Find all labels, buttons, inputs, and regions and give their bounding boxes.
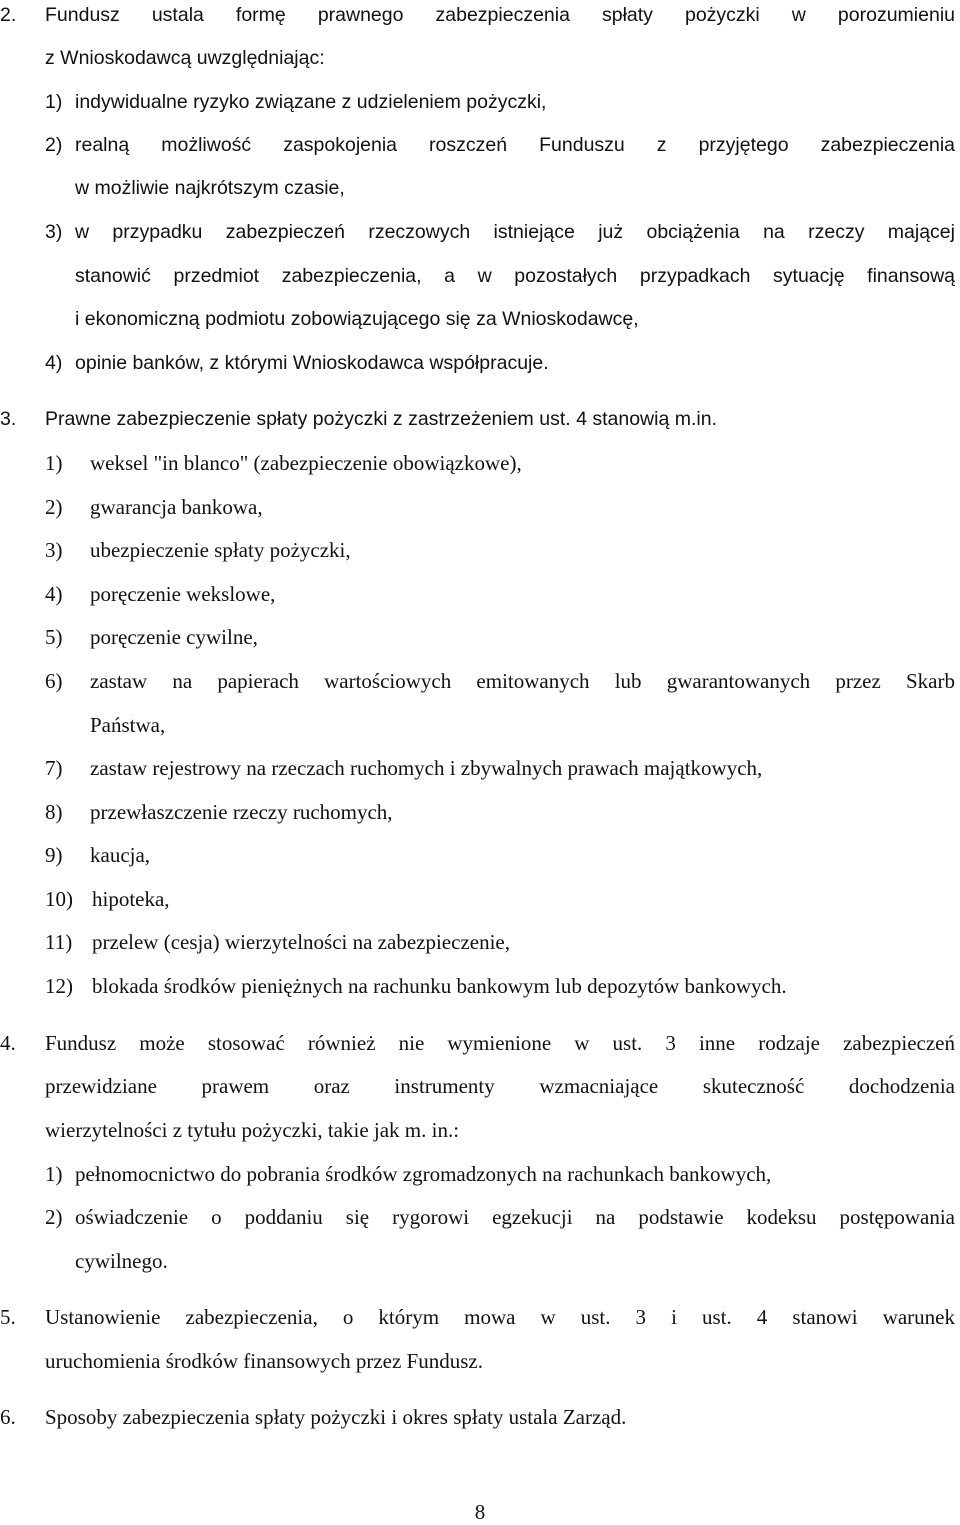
list-item-text: weksel "in blanco" (zabezpieczenie obowiązkowe), [90, 451, 522, 475]
list-item-text: oświadczenie o poddaniu się rygorowi egzekucji na podstawie kodeksu postępowania [75, 1205, 955, 1229]
paragraph-line: Fundusz ustala formę prawnego zabezpieczenia spłaty pożyczki w porozumieniu [45, 4, 955, 26]
list-item-number: 3) [45, 221, 63, 243]
list-item-text: przewłaszczenie rzeczy ruchomych, [90, 800, 393, 824]
list-item-text: hipoteka, [92, 887, 170, 911]
list-item-continuation: cywilnego. [75, 1249, 168, 1273]
list-item-number: 12) [45, 974, 73, 998]
list-item-number: 9) [45, 843, 63, 867]
paragraph-line: Ustanowienie zabezpieczenia, o którym mowa w ust. 3 i ust. 4 stanowi warunek [45, 1305, 955, 1329]
section-number: 5. [0, 1305, 16, 1329]
section-number: 4. [0, 1031, 16, 1055]
paragraph-line: Prawne zabezpieczenie spłaty pożyczki z zastrzeżeniem ust. 4 stanowią m.in. [45, 408, 717, 430]
list-item-number: 8) [45, 800, 63, 824]
list-item-number: 2) [45, 134, 63, 156]
list-item-text: ubezpieczenie spłaty pożyczki, [90, 538, 351, 562]
list-item-number: 3) [45, 538, 63, 562]
list-item-text: indywidualne ryzyko związane z udzieleniem pożyczki, [75, 91, 547, 113]
list-item-number: 11) [45, 930, 73, 954]
list-item-text: opinie banków, z którymi Wnioskodawca współpracuje. [75, 352, 549, 374]
list-item-text: w przypadku zabezpieczeń rzeczowych istniejące już obciążenia na rzeczy mającej [75, 221, 955, 243]
list-item-text: poręczenie wekslowe, [90, 582, 276, 606]
paragraph-line: Fundusz może stosować również nie wymienione w ust. 3 inne rodzaje zabezpieczeń [45, 1031, 955, 1055]
list-item-text: pełnomocnictwo do pobrania środków zgromadzonych na rachunkach bankowych, [75, 1162, 772, 1186]
paragraph-line: przewidziane prawem oraz instrumenty wzmacniające skuteczność dochodzenia [45, 1074, 955, 1098]
list-item-text: gwarancja bankowa, [90, 495, 263, 519]
paragraph-line: Sposoby zabezpieczenia spłaty pożyczki i okres spłaty ustala Zarząd. [45, 1405, 627, 1429]
paragraph-line: uruchomienia środków finansowych przez Fundusz. [45, 1349, 483, 1373]
list-item-number: 4) [45, 352, 63, 374]
list-item-continuation: Państwa, [90, 713, 166, 737]
section-number: 3. [0, 408, 17, 430]
list-item-number: 1) [45, 1162, 63, 1186]
list-item-number: 7) [45, 756, 63, 780]
list-item-text: zastaw na papierach wartościowych emitowanych lub gwarantowanych przez Skarb [90, 669, 955, 693]
section-number: 6. [0, 1405, 16, 1429]
list-item-number: 1) [45, 451, 63, 475]
list-item-continuation: stanowić przedmiot zabezpieczenia, a w pozostałych przypadkach sytuację finansową [75, 265, 955, 287]
list-item-text: kaucja, [90, 843, 151, 867]
list-item-number: 4) [45, 582, 63, 606]
list-item-number: 5) [45, 625, 63, 649]
page-number: 8 [474, 1500, 486, 1524]
list-item-number: 6) [45, 669, 63, 693]
list-item-continuation: i ekonomiczną podmiotu zobowiązującego się za Wnioskodawcę, [75, 308, 639, 330]
paragraph-line: wierzytelności z tytułu pożyczki, takie jak m. in.: [45, 1118, 460, 1142]
paragraph-line: z Wnioskodawcą uwzględniając: [45, 47, 325, 69]
list-item-number: 1) [45, 91, 63, 113]
list-item-text: przelew (cesja) wierzytelności na zabezpieczenie, [92, 930, 510, 954]
list-item-number: 2) [45, 1205, 63, 1229]
list-item-text: poręczenie cywilne, [90, 625, 258, 649]
list-item-number: 10) [45, 887, 73, 911]
list-item-text: zastaw rejestrowy na rzeczach ruchomych i zbywalnych prawach majątkowych, [90, 756, 763, 780]
list-item-text: realną możliwość zaspokojenia roszczeń Funduszu z przyjętego zabezpieczenia [75, 134, 955, 156]
list-item-continuation: w możliwie najkrótszym czasie, [75, 177, 345, 199]
list-item-text: blokada środków pieniężnych na rachunku bankowym lub depozytów bankowych. [92, 974, 787, 998]
section-number: 2. [0, 4, 17, 26]
list-item-number: 2) [45, 495, 63, 519]
